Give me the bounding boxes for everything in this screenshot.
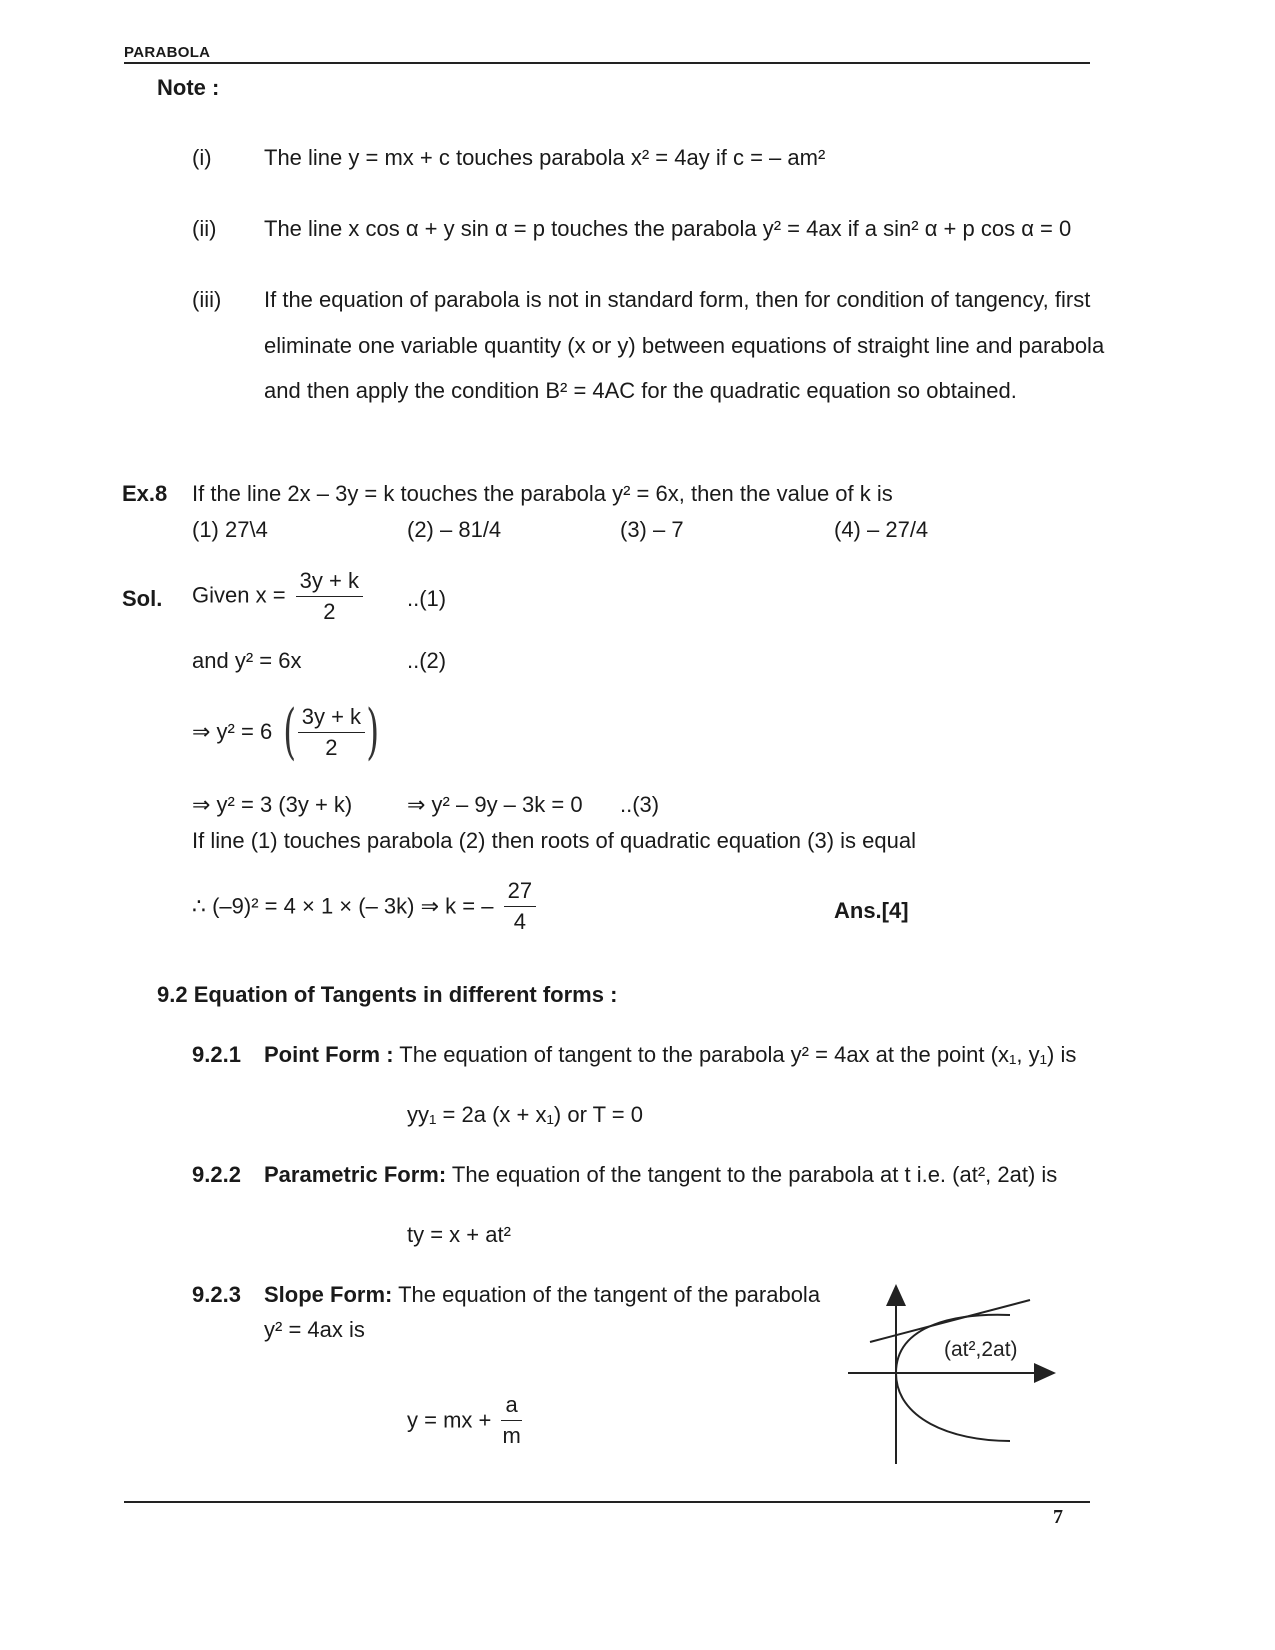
page-number: 7 [1053,1506,1063,1528]
equation-tag: ..(2) [407,648,447,673]
formula: ty = x + at² [407,1222,511,1247]
solution-line: ⇒ y² = 3 (3y + k) [192,792,353,817]
result-prefix: ∴ (–9)² = 4 × 1 × (– 3k) ⇒ k = – [192,893,494,919]
equation-tag: ..(1) [407,586,447,611]
example-question: If the line 2x – 3y = k touches the parabola y² = 6x, then the value of k is [192,481,893,506]
slope-formula [407,1392,526,1449]
fraction [504,878,536,935]
header-rule [124,62,1090,64]
fraction [501,1392,521,1449]
fraction-numerator: 27 [504,878,536,907]
note-item-label: (ii) [192,216,217,241]
note-heading: Note : [157,75,220,100]
example-label: Ex.8 [122,481,168,506]
fraction-denominator: 4 [513,909,526,934]
parenthesized-fraction [278,697,384,767]
result-line [192,878,540,935]
note-item-line: If the equation of parabola is not in standard form, then for condition of tangency, first [264,287,1091,312]
section-title: 9.2 Equation of Tangents in different forms : [157,982,618,1007]
subsection-number: 9.2.3 [192,1282,241,1307]
subsection-description-line2: y² = 4ax is [264,1317,365,1342]
option-4: (4) – 27/4 [834,517,929,542]
subsection-number: 9.2.1 [192,1042,241,1067]
given-prefix: Given x = [192,582,286,608]
option-3: (3) – 7 [620,517,684,542]
tangent-line [870,1300,1030,1342]
answer: Ans.[4] [834,898,909,923]
note-item-line: and then apply the condition B² = 4AC for the quadratic equation so obtained. [264,378,1017,403]
substitution-line [192,697,384,767]
given-equation [192,568,367,625]
fraction-numerator: a [501,1392,521,1421]
fraction [298,704,365,761]
page-header-title: PARABOLA [124,44,211,61]
equation-tag: ..(3) [620,792,660,817]
footer-rule [124,1501,1090,1503]
note-item-label: (i) [192,145,212,170]
tangent-diagram [840,1278,1070,1474]
subsection-description: The equation of the tangent to the parabola at t i.e. (at², 2at) is [451,1162,1058,1187]
parabola-curve [896,1315,1010,1441]
fraction-numerator: 3y + k [298,704,365,733]
subsection-name: Parametric Form: [264,1162,447,1187]
solution-line: If line (1) touches parabola (2) then roots of quadratic equation (3) is equal [192,828,916,853]
fraction-numerator: 3y + k [296,568,363,597]
fraction-denominator: m [502,1423,521,1448]
point-label: (at²,2at) [944,1338,1018,1361]
subsection-text [264,1042,1076,1068]
solution-line: ⇒ y² – 9y – 3k = 0 [407,792,583,817]
right-paren: ) [366,697,380,767]
solution-line: and y² = 6x [192,648,302,673]
subsection-name: Slope Form: [264,1282,393,1307]
fraction-denominator: 2 [325,734,338,760]
note-item-text: The line y = mx + c touches parabola x² = 4ay if c = – am² [264,145,826,170]
substitution-prefix: ⇒ y² = 6 [192,719,273,744]
formula: yy₁ = 2a (x + x₁) or T = 0 [407,1102,643,1127]
formula-prefix: y = mx + [407,1407,492,1433]
subsection-description: The equation of tangent to the parabola y² = 4ax at the point (x₁, y₁) is [399,1042,1077,1067]
subsection-text [264,1162,1057,1188]
solution-label: Sol. [122,586,163,611]
subsection-text [264,1282,820,1308]
subsection-number: 9.2.2 [192,1162,241,1187]
fraction-denominator: 2 [323,599,336,624]
fraction [296,568,363,625]
subsection-description: The equation of the tangent of the parabola [398,1282,821,1307]
note-item-label: (iii) [192,287,222,312]
left-paren: ( [283,697,297,767]
subsection-name: Point Form : [264,1042,394,1067]
note-item-text: The line x cos α + y sin α = p touches the parabola y² = 4ax if a sin² α + p cos α = 0 [264,216,1072,241]
note-item-line: eliminate one variable quantity (x or y) between equations of straight line and parabola [264,333,1105,358]
option-2: (2) – 81/4 [407,517,502,542]
option-1: (1) 27\4 [192,517,268,542]
